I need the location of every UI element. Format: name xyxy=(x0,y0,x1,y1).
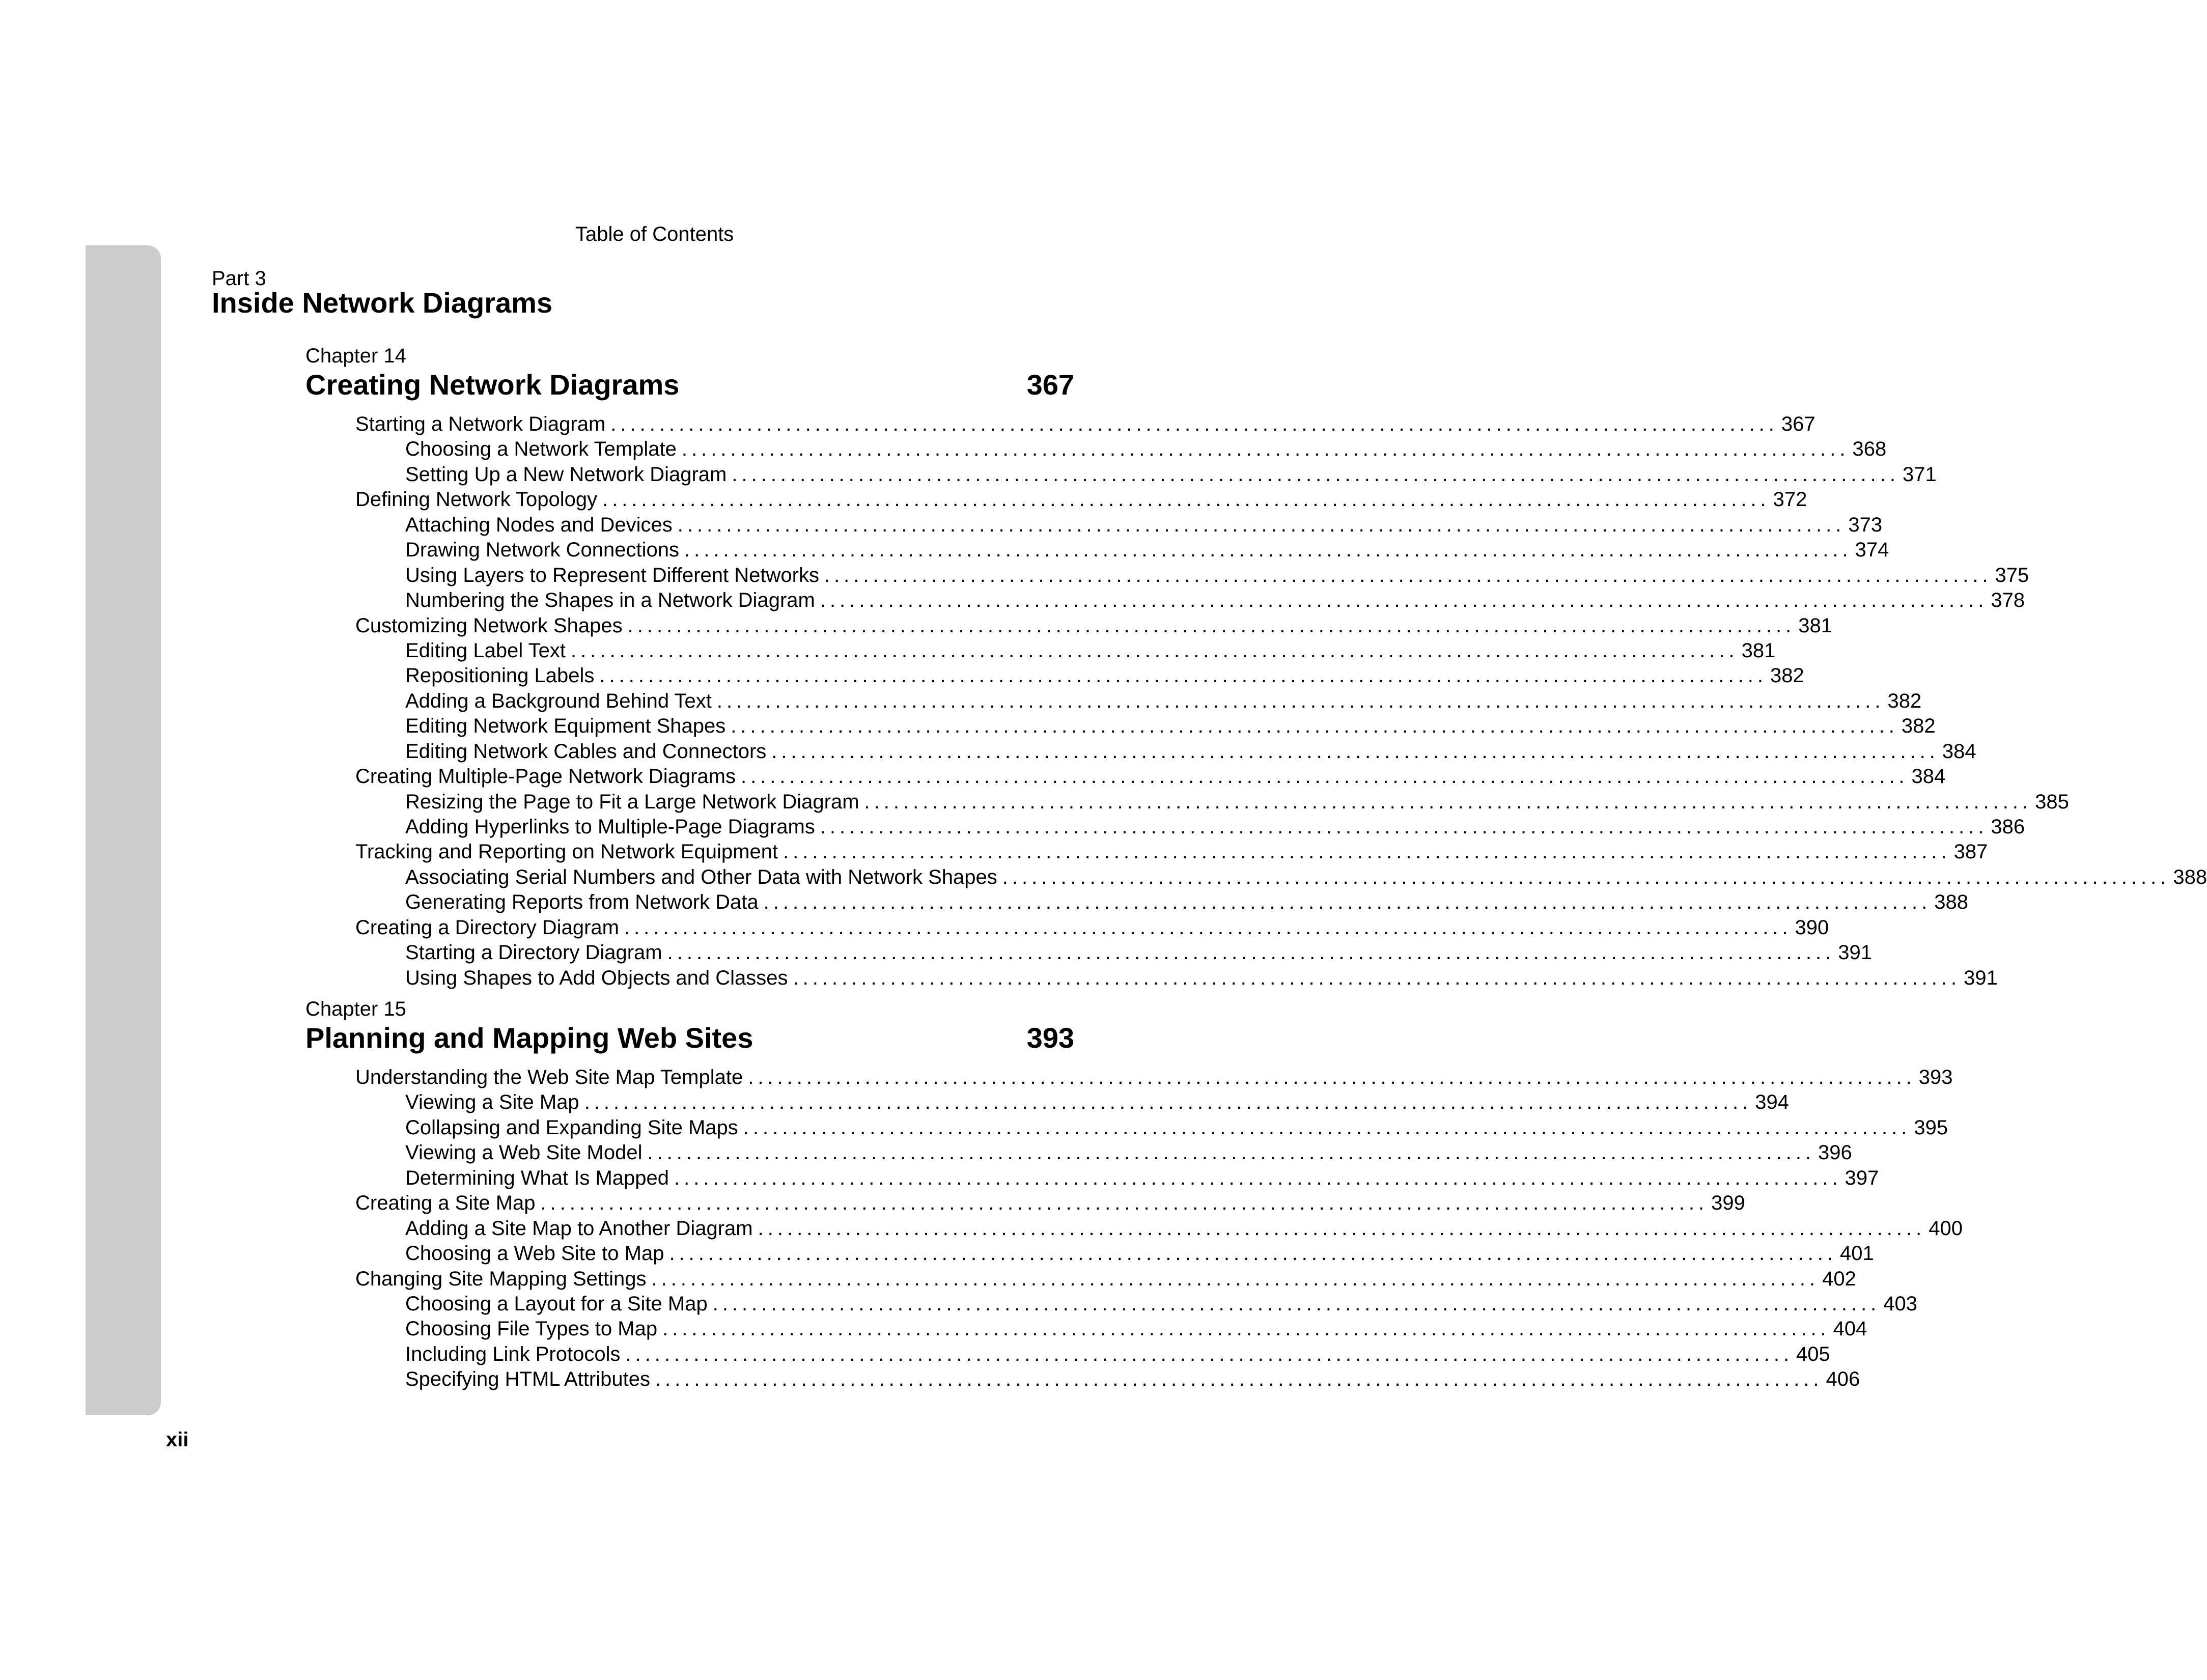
dot-leader: ........................................................................................................................ xyxy=(651,1267,1820,1290)
dot-leader: ........................................................................................................................ xyxy=(624,916,1792,939)
dot-leader: ........................................................................................................................ xyxy=(743,1116,1911,1139)
dot-leader: ........................................................................................................................ xyxy=(599,664,1767,687)
toc-entry-page-number: 396 xyxy=(1818,1141,1852,1164)
toc-entry-title: Associating Serial Numbers and Other Data with Network Shapes xyxy=(405,865,997,888)
toc-entry-title: Drawing Network Connections xyxy=(405,539,680,562)
toc-entry-title: Adding a Site Map to Another Diagram xyxy=(405,1217,753,1240)
toc-entry-page-number: 382 xyxy=(1901,715,1936,738)
toc-entry-page-number: 391 xyxy=(1964,966,1998,989)
toc-entry-page-number: 373 xyxy=(1848,513,1883,536)
toc-subsection-entry[interactable] xyxy=(305,966,1998,991)
chapter-title: Planning and Mapping Web Sites xyxy=(305,1022,753,1054)
toc-section-entry[interactable] xyxy=(305,915,1829,940)
dot-leader: ........................................................................................................................ xyxy=(783,841,1951,863)
toc-entry-title: Using Shapes to Add Objects and Classes xyxy=(405,966,788,989)
toc-entry-title: Tracking and Reporting on Network Equipment xyxy=(355,841,778,863)
toc-entry-page-number: 390 xyxy=(1795,916,1829,939)
toc-entry-page-number: 386 xyxy=(1991,816,2025,838)
dot-leader: ........................................................................................................................ xyxy=(712,1292,1881,1315)
toc-entry-title: Defining Network Topology xyxy=(355,488,598,511)
toc-entry-page-number: 388 xyxy=(2173,865,2207,888)
toc-subsection-entry[interactable] xyxy=(305,1367,1860,1392)
chapter-label: Chapter 15 xyxy=(305,998,406,1020)
toc-entry-page-number: 378 xyxy=(1991,589,2025,612)
dot-leader: ........................................................................................................................ xyxy=(771,740,1939,763)
toc-section-entry[interactable] xyxy=(305,1191,1745,1216)
toc-entry-page-number: 404 xyxy=(1833,1318,1867,1340)
toc-subsection-entry[interactable] xyxy=(305,1090,1790,1115)
toc-subsection-entry[interactable] xyxy=(305,437,1887,462)
toc-entry-title: Adding a Background Behind Text xyxy=(405,689,712,712)
chapter-heading[interactable] xyxy=(305,368,1074,402)
toc-entry-title: Resizing the Page to Fit a Large Network Diagram xyxy=(405,790,859,813)
dot-leader: ........................................................................................................................ xyxy=(602,488,1770,511)
toc-subsection-entry[interactable] xyxy=(305,1292,1918,1317)
toc-entry-page-number: 381 xyxy=(1741,639,1776,662)
toc-entry-page-number: 372 xyxy=(1773,488,1807,511)
dot-leader: ........................................................................................................................ xyxy=(732,463,1899,486)
toc-entry-title: Creating Multiple-Page Network Diagrams xyxy=(355,765,736,788)
toc-subsection-entry[interactable] xyxy=(305,714,1936,739)
toc-entry-page-number: 395 xyxy=(1914,1116,1948,1139)
toc-subsection-entry[interactable] xyxy=(305,1342,1830,1367)
toc-entry-title: Editing Network Cables and Connectors xyxy=(405,740,767,763)
dot-leader: ........................................................................................................................ xyxy=(662,1318,1830,1340)
toc-entry-title: Setting Up a New Network Diagram xyxy=(405,463,727,486)
toc-subsection-entry[interactable] xyxy=(305,1166,1879,1191)
toc-entry-list xyxy=(305,1065,1963,1392)
toc-section-entry[interactable] xyxy=(305,839,1988,864)
dot-leader: ........................................................................................................................ xyxy=(684,539,1852,562)
toc-section-entry[interactable] xyxy=(305,1267,1856,1292)
toc-entry-page-number: 367 xyxy=(1781,413,1815,435)
toc-subsection-entry[interactable] xyxy=(305,1140,1852,1165)
toc-subsection-entry[interactable] xyxy=(305,940,1872,965)
toc-entry-title: Choosing a Network Template xyxy=(405,438,677,461)
dot-leader: ........................................................................................................................ xyxy=(627,614,1796,637)
toc-entry-page-number: 374 xyxy=(1855,539,1889,562)
part-title: Inside Network Diagrams xyxy=(212,287,553,319)
chapter-page-number: 367 xyxy=(1026,369,1074,401)
toc-section-entry[interactable] xyxy=(305,1065,1953,1090)
chapter-label: Chapter 14 xyxy=(305,345,406,367)
toc-entry-title: Determining What Is Mapped xyxy=(405,1166,669,1189)
page-folio: xii xyxy=(166,1429,189,1451)
toc-entry-title: Choosing File Types to Map xyxy=(405,1318,658,1340)
toc-entry-page-number: 402 xyxy=(1822,1267,1856,1290)
toc-entry-title: Editing Label Text xyxy=(405,639,566,662)
dot-leader: ........................................................................................................................ xyxy=(820,816,1988,838)
dot-leader: ........................................................................................................................ xyxy=(540,1192,1709,1215)
toc-subsection-entry[interactable] xyxy=(305,689,1922,714)
toc-section-entry[interactable] xyxy=(305,764,1946,789)
toc-entry-page-number: 385 xyxy=(2035,790,2069,813)
toc-entry-title: Using Layers to Represent Different Networks xyxy=(405,564,819,586)
toc-entry-page-number: 388 xyxy=(1934,891,1968,914)
toc-entry-page-number: 393 xyxy=(1918,1066,1953,1088)
toc-subsection-entry[interactable] xyxy=(305,538,1889,563)
dot-leader: ........................................................................................................................ xyxy=(610,413,1778,435)
toc-entry-title: Attaching Nodes and Devices xyxy=(405,513,673,536)
toc-entry-page-number: 397 xyxy=(1845,1166,1879,1189)
toc-entry-title: Choosing a Web Site to Map xyxy=(405,1242,664,1265)
toc-entry-title: Collapsing and Expanding Site Maps xyxy=(405,1116,738,1139)
toc-entry-page-number: 387 xyxy=(1953,841,1988,863)
toc-entry-title: Generating Reports from Network Data xyxy=(405,891,759,914)
toc-entry-title: Starting a Network Diagram xyxy=(355,413,606,435)
toc-subsection-entry[interactable] xyxy=(305,1115,1948,1140)
toc-subsection-entry[interactable] xyxy=(305,1216,1963,1241)
toc-entry-page-number: 400 xyxy=(1929,1217,1963,1240)
toc-entry-page-number: 382 xyxy=(1770,664,1804,687)
toc-entry-title: Customizing Network Shapes xyxy=(355,614,623,637)
toc-subsection-entry[interactable] xyxy=(305,890,1968,915)
dot-leader: ........................................................................................................................ xyxy=(731,715,1898,738)
toc-subsection-entry[interactable] xyxy=(305,638,1776,663)
toc-entry-page-number: 384 xyxy=(1942,740,1976,763)
toc-entry-title: Numbering the Shapes in a Network Diagram xyxy=(405,589,815,612)
toc-entry-page-number: 391 xyxy=(1838,941,1872,964)
toc-entry-title: Including Link Protocols xyxy=(405,1342,621,1365)
toc-entry-list xyxy=(305,412,2207,991)
toc-subsection-entry[interactable] xyxy=(305,1241,1874,1266)
toc-entry-page-number: 405 xyxy=(1796,1342,1830,1365)
toc-section-entry[interactable] xyxy=(305,487,1807,512)
toc-subsection-entry[interactable] xyxy=(305,1317,1867,1341)
toc-entry-page-number: 406 xyxy=(1826,1368,1860,1391)
dot-leader: ........................................................................................................................ xyxy=(820,589,1988,612)
chapter-heading[interactable] xyxy=(305,1021,1074,1055)
toc-subsection-entry[interactable] xyxy=(305,739,1976,764)
chapter-title: Creating Network Diagrams xyxy=(305,369,680,401)
toc-entry-page-number: 375 xyxy=(1995,564,2029,586)
toc-entry-page-number: 401 xyxy=(1840,1242,1874,1265)
dot-leader: ........................................................................................................................ xyxy=(625,1342,1794,1365)
toc-entry-title: Creating a Site Map xyxy=(355,1192,536,1215)
toc-entry-title: Editing Network Equipment Shapes xyxy=(405,715,726,738)
toc-subsection-entry[interactable] xyxy=(305,563,2029,588)
toc-subsection-entry[interactable] xyxy=(305,462,1937,487)
dot-leader: ........................................................................................................................ xyxy=(824,564,1992,586)
chapter-page-number: 393 xyxy=(1026,1022,1074,1054)
dot-leader: ........................................................................................................................ xyxy=(740,765,1909,788)
toc-entry-page-number: 382 xyxy=(1887,689,1922,712)
dot-leader: ........................................................................................................................ xyxy=(571,639,1739,662)
chapter-14-section xyxy=(305,344,2207,991)
toc-entry-title: Creating a Directory Diagram xyxy=(355,916,619,939)
dot-leader: ........................................................................................................................ xyxy=(763,891,1932,914)
toc-entry-page-number: 384 xyxy=(1911,765,1946,788)
dot-leader: ........................................................................................................................ xyxy=(758,1217,1926,1240)
toc-entry-page-number: 371 xyxy=(1902,463,1937,486)
running-head: Table of Contents xyxy=(575,223,734,245)
toc-subsection-entry[interactable] xyxy=(305,815,2025,839)
dot-leader: ........................................................................................................................ xyxy=(864,790,2032,813)
dot-leader: ........................................................................................................................ xyxy=(681,438,1850,461)
side-thumb-tab xyxy=(86,245,161,1415)
dot-leader: ........................................................................................................................ xyxy=(677,513,1846,536)
toc-entry-title: Repositioning Labels xyxy=(405,664,595,687)
toc-subsection-entry[interactable] xyxy=(305,588,2025,613)
dot-leader: ........................................................................................................................ xyxy=(647,1141,1815,1164)
toc-entry-page-number: 403 xyxy=(1883,1292,1918,1315)
toc-entry-page-number: 399 xyxy=(1711,1192,1745,1215)
chapter-15-section xyxy=(305,997,1963,1392)
dot-leader: ........................................................................................................................ xyxy=(793,966,1961,989)
toc-entry-title: Viewing a Site Map xyxy=(405,1091,579,1114)
dot-leader: ........................................................................................................................ xyxy=(674,1166,1842,1189)
toc-entry-title: Specifying HTML Attributes xyxy=(405,1368,650,1391)
toc-section-entry[interactable] xyxy=(305,613,1833,638)
toc-entry-title: Changing Site Mapping Settings xyxy=(355,1267,647,1290)
toc-entry-title: Understanding the Web Site Map Template xyxy=(355,1066,743,1088)
toc-subsection-entry[interactable] xyxy=(305,865,2207,890)
dot-leader: ........................................................................................................................ xyxy=(584,1091,1752,1114)
toc-subsection-entry[interactable] xyxy=(305,663,1804,688)
dot-leader: ........................................................................................................................ xyxy=(1002,865,2170,888)
dot-leader: ........................................................................................................................ xyxy=(667,941,1835,964)
toc-section-entry[interactable] xyxy=(305,412,1815,437)
dot-leader: ........................................................................................................................ xyxy=(716,689,1885,712)
toc-subsection-entry[interactable] xyxy=(305,513,1883,538)
toc-entry-page-number: 381 xyxy=(1798,614,1833,637)
toc-entry-page-number: 368 xyxy=(1852,438,1887,461)
toc-subsection-entry[interactable] xyxy=(305,790,2069,815)
toc-entry-page-number: 394 xyxy=(1755,1091,1790,1114)
part-label: Part 3 xyxy=(212,267,266,290)
dot-leader: ........................................................................................................................ xyxy=(669,1242,1837,1265)
toc-entry-title: Viewing a Web Site Model xyxy=(405,1141,642,1164)
toc-entry-title: Choosing a Layout for a Site Map xyxy=(405,1292,708,1315)
dot-leader: ........................................................................................................................ xyxy=(748,1066,1916,1088)
toc-entry-title: Starting a Directory Diagram xyxy=(405,941,662,964)
toc-entry-title: Adding Hyperlinks to Multiple-Page Diagrams xyxy=(405,816,815,838)
dot-leader: ........................................................................................................................ xyxy=(655,1368,1823,1391)
